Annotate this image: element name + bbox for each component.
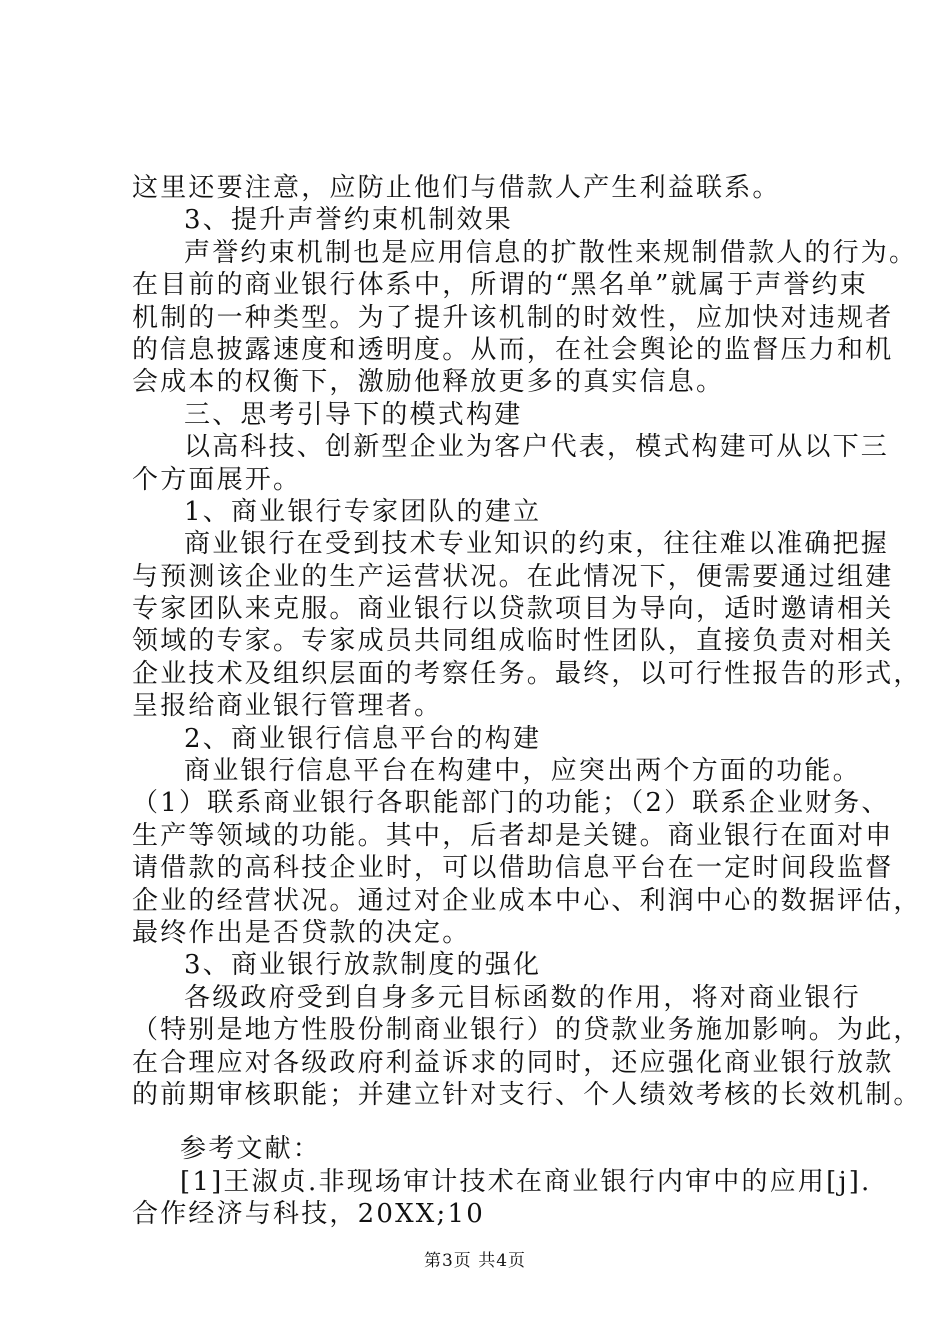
body-line: 的前期审核职能；并建立针对支行、个人绩效考核的长效机制。: [132, 1079, 922, 1110]
body-line: 这里还要注意，应防止他们与借款人产生利益联系。: [132, 173, 781, 203]
body-line: 企业的经营状况。通过对企业成本中心、利润中心的数据评估，: [132, 885, 922, 916]
body-line: （1）联系商业银行各职能部门的功能；（2）联系企业财务、: [132, 788, 890, 819]
body-line: 最终作出是否贷款的决定。: [132, 917, 471, 948]
body-line: 会成本的权衡下，激励他释放更多的真实信息。: [132, 367, 725, 398]
body-line: 请借款的高科技企业时，可以借助信息平台在一定时间段监督: [132, 853, 894, 884]
body-line: 专家团队来克服。商业银行以贷款项目为导向，适时邀请相关: [132, 594, 894, 625]
body-line: 商业银行信息平台在构建中，应突出两个方面的功能。: [184, 756, 861, 787]
body-line: 企业技术及组织层面的考察任务。最终，以可行性报告的形式，: [132, 658, 922, 689]
body-line: 以高科技、创新型企业为客户代表，模式构建可从以下三: [184, 432, 890, 463]
section-heading: 3、提升声誉约束机制效果: [184, 205, 513, 236]
body-line: 个方面展开。: [132, 464, 302, 495]
body-line: 机制的一种类型。为了提升该机制的时效性，应加快对违规者: [132, 302, 894, 333]
body-line: 生产等领域的功能。其中，后者却是关键。商业银行在面对申: [132, 820, 894, 851]
references-heading: 参考文献：: [180, 1134, 322, 1165]
reference-line: 合作经济与科技，20XX;10: [132, 1199, 485, 1230]
section-heading: 1、商业银行专家团队的建立: [184, 496, 542, 527]
body-line: 在合理应对各级政府利益诉求的同时，还应强化商业银行放款: [132, 1047, 894, 1078]
body-line: 在目前的商业银行体系中，所谓的“黑名单”就属于声誉约束: [132, 270, 868, 301]
body-line: 各级政府受到自身多元目标函数的作用，将对商业银行: [184, 982, 861, 1013]
body-line: 与预测该企业的生产运营状况。在此情况下，便需要通过组建: [132, 561, 894, 592]
spacer: [132, 1111, 832, 1133]
body-line: 商业银行在受到技术专业知识的约束，往往难以准确把握: [184, 529, 890, 560]
section-heading: 三、思考引导下的模式构建: [184, 399, 523, 430]
body-line: 领域的专家。专家成员共同组成临时性团队，直接负责对相关: [132, 626, 894, 657]
body-line: （特别是地方性股份制商业银行）的贷款业务施加影响。为此，: [132, 1015, 922, 1046]
document-body: [132, 172, 922, 1231]
section-heading: 3、商业银行放款制度的强化: [184, 950, 542, 981]
body-line: 呈报给商业银行管理者。: [132, 691, 443, 722]
body-line: 的信息披露速度和透明度。从而，在社会舆论的监督压力和机: [132, 334, 894, 365]
reference-line: [1]王淑贞.非现场审计技术在商业银行内审中的应用[j].: [180, 1166, 872, 1197]
body-line: 声誉约束机制也是应用信息的扩散性来规制借款人的行为。: [184, 237, 918, 268]
page-number-footer: 第3页 共4页: [423, 1251, 527, 1271]
section-heading: 2、商业银行信息平台的构建: [184, 723, 542, 754]
